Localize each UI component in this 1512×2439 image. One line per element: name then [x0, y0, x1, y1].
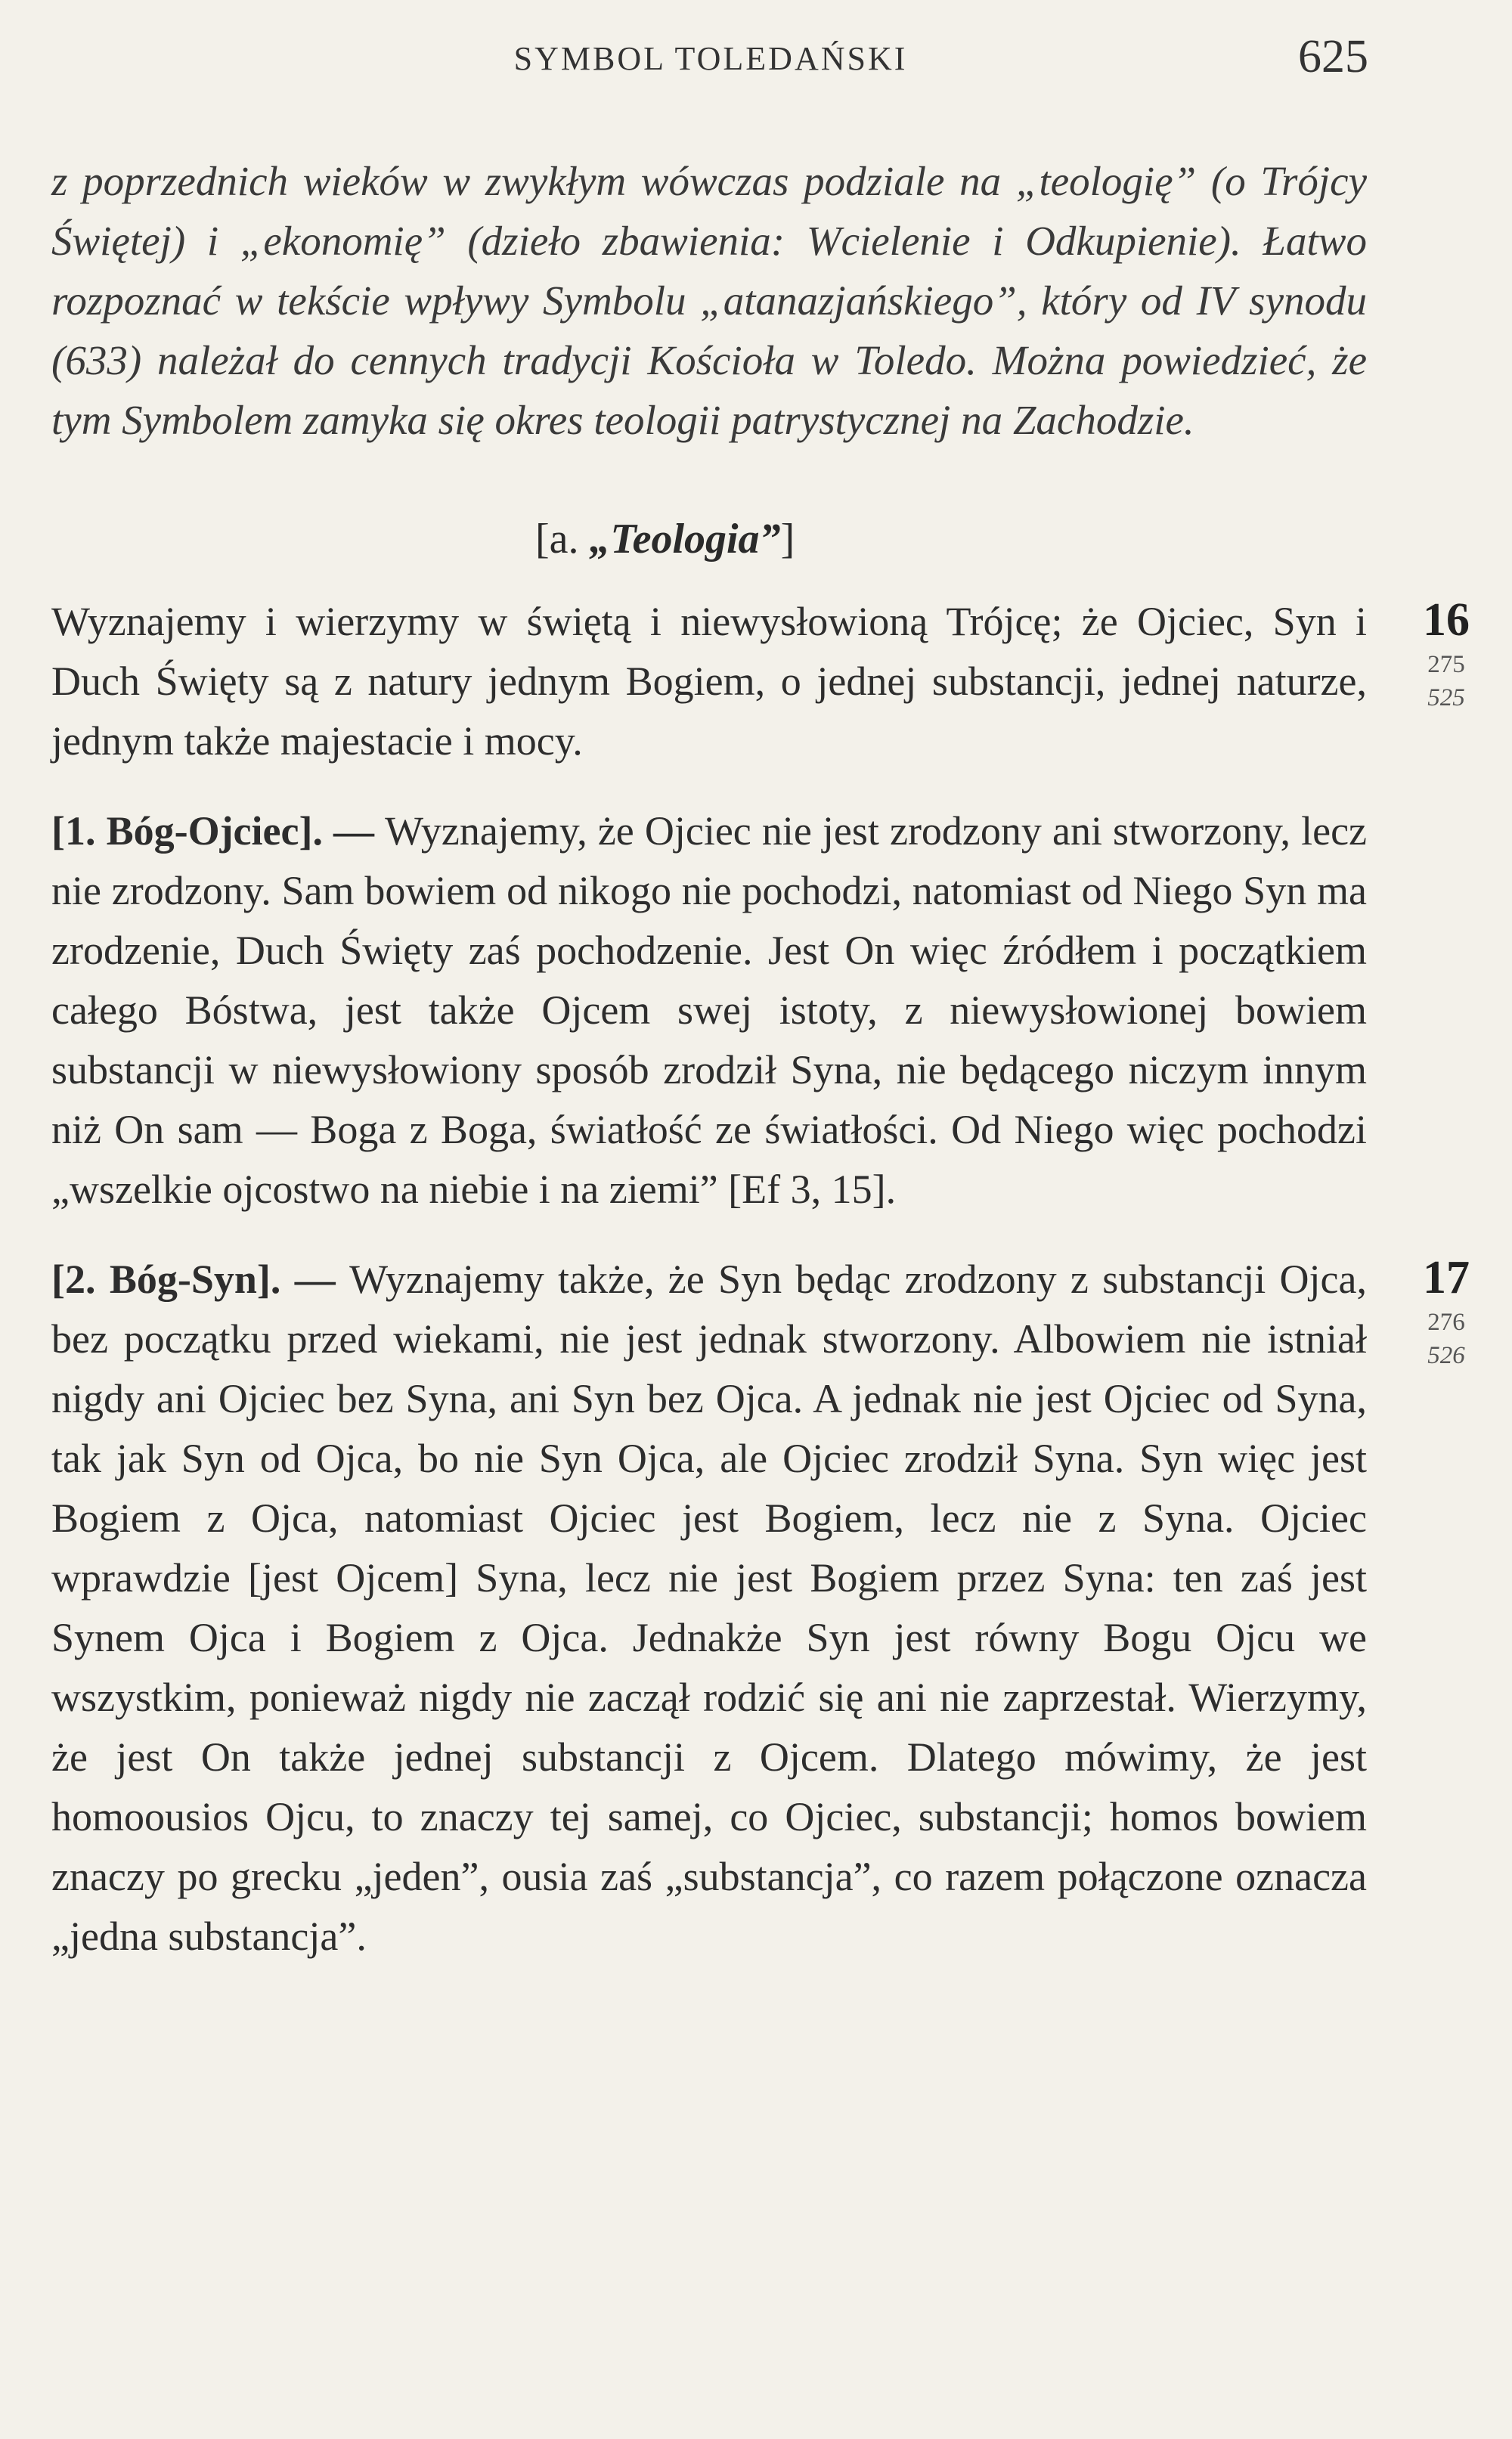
margin-note-16 — [1397, 592, 1495, 714]
intro-paragraph: z poprzednich wieków w zwykłym wówczas podziale na „teologię” (o Trójcy Świętej) i „ekonomię” (dzieło zbawienia: Wcielenie i Odkupienie). Łatwo rozpoznać w tekście wpływy Symbolu „atanazjańskiego”, który od IV synodu (633) należał do cennych tradycji Kościoła w Toledo. Można powiedzieć, że tym Symbolem zamyka się okres teologii patrystycznej na Zachodzie. — [51, 158, 1367, 443]
page-body — [51, 151, 1470, 1997]
margin-note-17 — [1397, 1250, 1495, 1372]
paragraph-16 — [51, 592, 1470, 771]
paragraph-lead: [2. Bóg-Syn]. — — [51, 1257, 350, 1302]
section-suffix: ] — [780, 516, 795, 562]
margin-ref: 275 — [1427, 651, 1465, 678]
section-title: „Teologia” — [589, 516, 781, 562]
paragraph-text: Wyznajemy także, że Syn będąc zrodzony z substancji Ojca, bez początku przed wiekami, nie jest jednak stworzony. Albowiem nie istniał nigdy ani Ojciec bez Syna, ani Syn bez Ojca. A jednak nie jest Ojciec od Syna, tak jak Syn od Ojca, bo nie Syn Ojca, ale Ojciec zrodził Syna. Syn więc jest Bogiem z Ojca, natomiast Ojciec jest Bogiem, lecz nie z Syna. Ojciec wprawdzie [jest Ojcem] Syna, lecz nie jest Bogiem przez Syna: ten zaś jest Synem Ojca i Bogiem z Ojca. Jednakże Syn jest równy Bogu Ojcu we wszystkim, ponieważ nigdy nie zaczął rodzić się ani nie zaprzestał. Wierzymy, że jest On także jednej substancji z Ojcem. Dlatego mówimy, że jest homoousios Ojcu, to znaczy tej samej, co Ojciec, substancji; homos bowiem znaczy po grecku „jeden”, ousia zaś „substancja”, co razem połączone oznacza „jedna substancja”. — [51, 1257, 1367, 1959]
running-head: SYMBOL TOLEDAŃSKI — [513, 40, 908, 77]
page-header — [0, 30, 1512, 91]
margin-ref: 526 — [1427, 1342, 1465, 1369]
section-heading — [51, 509, 1367, 569]
paragraph-lead: [1. Bóg-Ojciec]. — — [51, 808, 386, 854]
paragraph-text: Wyznajemy, że Ojciec nie jest zrodzony ani stworzony, lecz nie zrodzony. Sam bowiem od nikogo nie pochodzi, natomiast od Niego Syn ma zrodzenie, Duch Święty zaś pochodzenie. Jest On więc źródłem i początkiem całego Bóstwa, jest także Ojcem swej istoty, z niewysłowionej bowiem substancji w niewysłowiony sposób zrodził Syna, nie będącego niczym innym niż On sam — Boga z Boga, światłość ze światłości. Od Niego więc pochodzi „wszelkie ojcostwo na niebie i na ziemi” [Ef 3, 15]. — [51, 808, 1367, 1212]
section-prefix: [a. — [535, 516, 590, 562]
margin-number: 17 — [1423, 1252, 1470, 1303]
intro-block — [51, 151, 1367, 450]
paragraph-bog-syn — [51, 1250, 1470, 1966]
margin-number: 16 — [1423, 594, 1470, 646]
margin-ref: 276 — [1427, 1309, 1465, 1336]
paragraph-bog-ojciec — [51, 801, 1367, 1220]
page-number: 625 — [1298, 31, 1368, 82]
paragraph-text: Wyznajemy i wierzymy w świętą i niewysłowioną Trójcę; że Ojciec, Syn i Duch Święty są z natury jednym Bogiem, o jednej substancji, jednej naturze, jednym także majestacie i mocy. — [51, 599, 1367, 764]
margin-ref: 525 — [1427, 684, 1465, 711]
